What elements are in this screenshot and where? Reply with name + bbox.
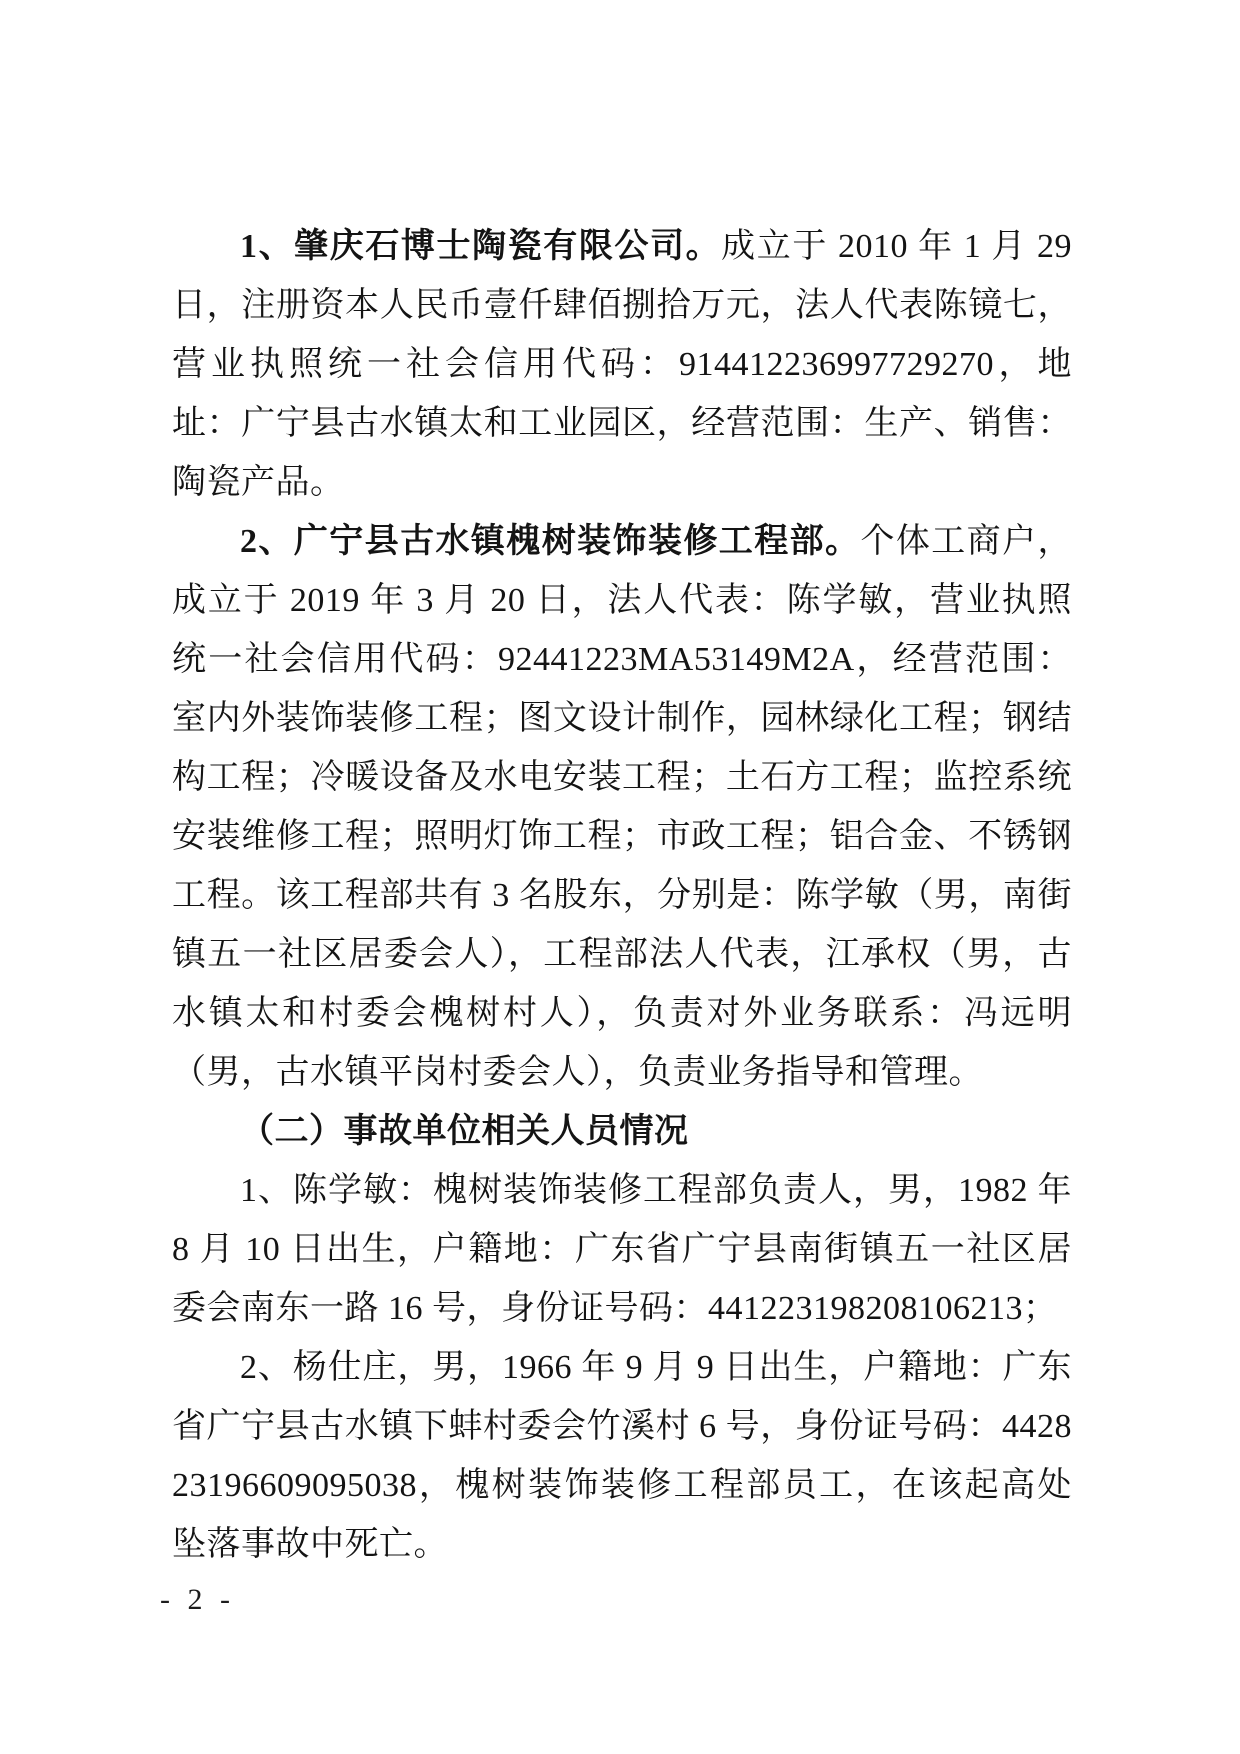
section-heading: （二）事故单位相关人员情况 (240, 1113, 689, 1150)
company-2-details: 个体工商户，成立于 2019 年 3 月 20 日，法人代表：陈学敏，营业执照统一社会信用代码：92441223MA53149M2A，经营范围：室内外装饰装修工程；图文设计制作，园林绿化工程；钢结构工程；冷暖设备及水电安装工程；土石方工程；监控系统安装维修工程；照明灯饰工程；市政工程；铝合金、不锈钢工程。该工程部共有 3 名股东，分别是：陈学敏（男，南街镇五一社区居委会人），工程部法人代表，江承权（男，古水镇太和村委会槐树村人），负责对外业务联系：冯远明（男，古水镇平岗村委会人），负责业务指导和管理。 (172, 523, 1073, 1091)
paragraph-company-2 (172, 512, 1072, 1102)
paragraph-company-1 (172, 217, 1072, 512)
company-1-name: 1、肇庆石博士陶瓷有限公司。 (240, 228, 722, 265)
paragraph-person-1: 1、陈学敏：槐树装饰装修工程部负责人，男，1982 年 8 月 10 日出生，户籍地：广东省广宁县南街镇五一社区居委会南东一路 16 号，身份证号码：441223198208106213； (172, 1172, 1072, 1327)
company-1-details: 成立于 2010 年 1 月 29 日，注册资本人民币壹仟肆佰捌拾万元，法人代表陈镜七，营业执照统一社会信用代码：914412236997729270，地址：广宁县古水镇太和工业园区，经营范围：生产、销售：陶瓷产品。 (172, 228, 1073, 501)
page-number: - 2 - (160, 1583, 230, 1616)
company-2-name: 2、广宁县古水镇槐树装饰装修工程部。 (240, 523, 861, 560)
document-body (172, 217, 1072, 1574)
paragraph-person-2: 2、杨仕庄，男，1966 年 9 月 9 日出生，户籍地：广东省广宁县古水镇下蚌村委会竹溪村 6 号，身份证号码：442823196609095038，槐树装饰装修工程部员工，在该起高处坠落事故中死亡。 (172, 1349, 1072, 1563)
